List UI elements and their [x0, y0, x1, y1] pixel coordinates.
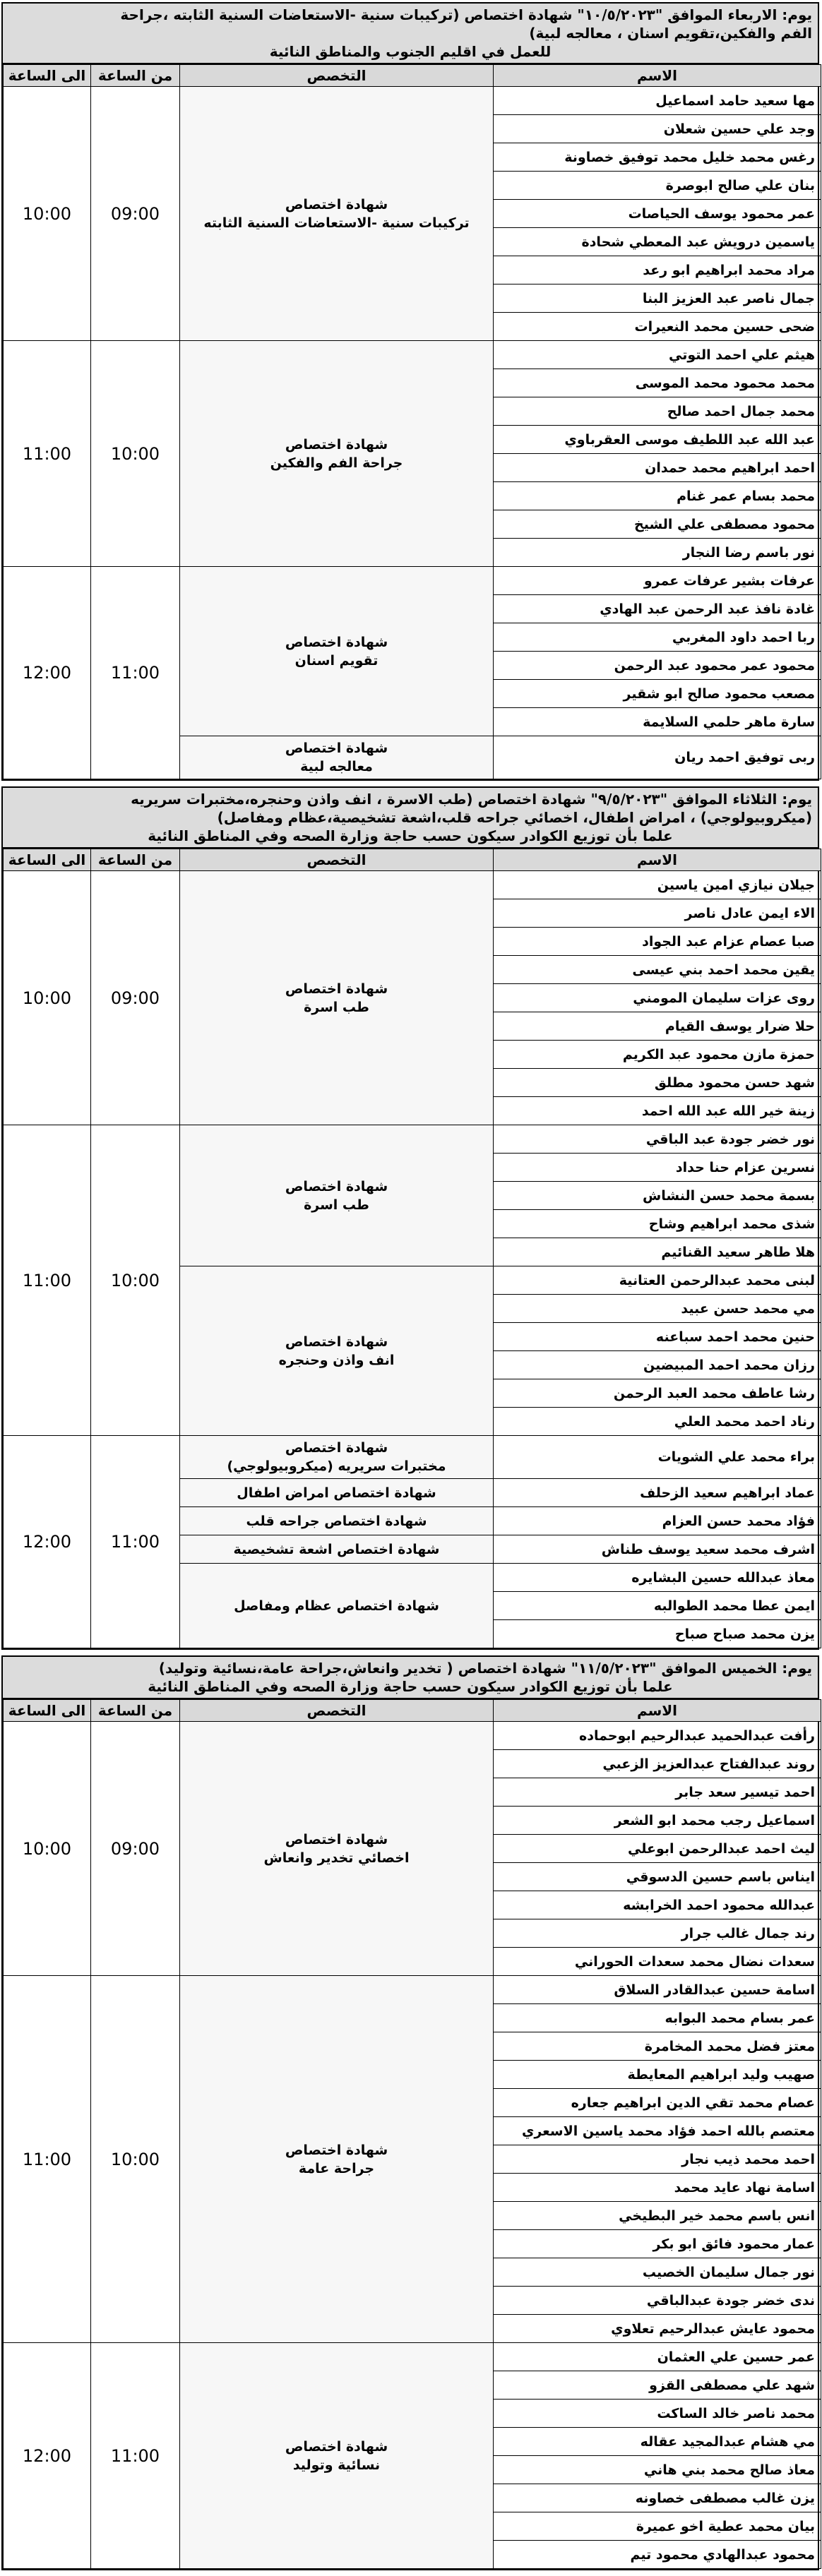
specialty-line: شهادة اختصاص — [285, 436, 388, 453]
specialty-cell — [180, 1436, 494, 1479]
person-name: معتز فضل محمد المخامرة — [494, 2032, 821, 2061]
time-to: 10:00 — [4, 1722, 91, 1976]
specialty-cell — [180, 2343, 494, 2569]
person-name: سعدات نضال محمد سعدات الحوراني — [494, 1948, 821, 1976]
specialty-line: انف واذن وحنجره — [278, 1352, 395, 1368]
specialty-cell — [180, 871, 494, 1125]
specialty-line: شهادة اختصاص — [285, 196, 388, 212]
time-to: 12:00 — [4, 2343, 91, 2569]
column-header-to: الى الساعة — [4, 1700, 91, 1722]
day-header-line: يوم: الاربعاء الموافق "١٠/٥/٢٠٢٣" شهادة اختصاص (تركيبات سنية -الاستعاضات السنية الثابته ،جراحة — [120, 6, 812, 23]
header-row — [4, 65, 821, 87]
day-header-line: علما بأن توزيع الكوادر سيكون حسب حاجة وزارة الصحه وفي المناطق النائية — [148, 827, 673, 844]
time-from: 10:00 — [91, 341, 180, 567]
person-name: معاذ عبدالله حسين البشايره — [494, 1564, 821, 1592]
person-name: نسرين عزام حنا حداد — [494, 1154, 821, 1182]
person-name: مراد محمد ابراهيم ابو رعد — [494, 256, 821, 284]
time-to: 12:00 — [4, 1436, 91, 1648]
time-from: 11:00 — [91, 2343, 180, 2569]
person-name: عمار محمود فائق ابو بكر — [494, 2230, 821, 2258]
specialty-line: شهادة اختصاص — [285, 1178, 388, 1194]
column-header-to: الى الساعة — [4, 849, 91, 871]
header-row — [4, 849, 821, 871]
column-header-specialty: التخصص — [180, 1700, 494, 1722]
day-header — [3, 788, 818, 849]
column-header-name: الاسم — [494, 65, 821, 87]
time-from: 09:00 — [91, 87, 180, 341]
person-name: رند جمال غالب جرار — [494, 1919, 821, 1948]
time-from: 11:00 — [91, 1436, 180, 1648]
specialty-cell — [180, 1535, 494, 1564]
person-name: يزن محمد صباح صباح — [494, 1620, 821, 1648]
person-name: احمد محمد ذيب نجار — [494, 2145, 821, 2174]
person-name: صبا عصام عزام عبد الجواد — [494, 928, 821, 956]
specialty-line: معالجه لبية — [300, 759, 373, 774]
person-name: اشرف محمد سعيد يوسف طناش — [494, 1535, 821, 1564]
column-header-specialty: التخصص — [180, 849, 494, 871]
person-name: مها سعيد حامد اسماعيل — [494, 87, 821, 115]
specialty-cell — [180, 341, 494, 567]
person-name: احمد تيسير سعد جابر — [494, 1778, 821, 1807]
person-name: نور خضر جودة عبد الباقي — [494, 1125, 821, 1154]
person-name: اسامة نهاد عايد محمد — [494, 2174, 821, 2202]
person-name: شهد حسن محمود مطلق — [494, 1069, 821, 1097]
person-name: حنين محمد احمد سباعنه — [494, 1323, 821, 1351]
specialty-line: جراحة الفم والفكين — [270, 455, 403, 471]
person-name: معاذ صالح محمد بني هاني — [494, 2456, 821, 2484]
time-from: 11:00 — [91, 567, 180, 779]
person-name: يزن غالب مصطفى خصاونه — [494, 2484, 821, 2512]
person-name: زينة خير الله عبد الله احمد — [494, 1097, 821, 1125]
person-name: رغس محمد خليل محمد توفيق خصاونة — [494, 143, 821, 172]
person-name: ضحى حسين محمد النعيرات — [494, 313, 821, 341]
specialty-cell — [180, 87, 494, 341]
day-header-line: الفم والفكين،تقويم اسنان ، معالجه لبية) — [529, 25, 812, 42]
specialty-cell — [180, 1564, 494, 1648]
day-header-line: يوم: الخميس الموافق "١١/٥/٢٠٢٣" شهادة اختصاص ( تخدير وانعاش،جراحة عامة،نسائية وتوليد) — [158, 1660, 812, 1677]
day-block — [1, 786, 819, 1650]
specialty-line: شهادة اختصاص — [285, 1831, 388, 1847]
specialty-cell — [180, 736, 494, 779]
specialty-line: شهادة اختصاص — [285, 741, 388, 756]
time-to: 10:00 — [4, 871, 91, 1125]
column-header-from: من الساعة — [91, 849, 180, 871]
person-name: احمد ابراهيم محمد حمدان — [494, 454, 821, 482]
person-name: شذى محمد ابراهيم وشاح — [494, 1210, 821, 1238]
person-name: محمود عايش عبدالرحيم تعلاوي — [494, 2315, 821, 2343]
person-name: عبدالله محمود احمد الخرابشه — [494, 1891, 821, 1919]
specialty-cell — [180, 1479, 494, 1507]
specialty-line: شهادة اختصاص — [285, 634, 388, 650]
table-row — [4, 567, 821, 595]
schedule-document — [1, 2, 819, 2576]
person-name: جيلان نيازي امين ياسين — [494, 871, 821, 899]
column-header-specialty: التخصص — [180, 65, 494, 87]
table-row — [4, 1722, 821, 1750]
table-row — [4, 1976, 821, 2004]
person-name: عمر محمود يوسف الحياصات — [494, 200, 821, 228]
person-name: ياسمين درويش عبد المعطي شحادة — [494, 228, 821, 256]
column-header-name: الاسم — [494, 849, 821, 871]
person-name: عماد ابراهيم سعيد الزحلف — [494, 1479, 821, 1507]
day-header — [3, 1657, 818, 1699]
person-name: محمود عمر محمود عبد الرحمن — [494, 652, 821, 680]
person-name: اسماعيل رجب محمد ابو الشعر — [494, 1807, 821, 1835]
specialty-line: تقويم اسنان — [294, 652, 379, 669]
specialty-line: شهادة اختصاص امراض اطفال — [237, 1485, 436, 1501]
person-name: عرفات بشير عرفات عمرو — [494, 567, 821, 595]
specialty-line: جراحة عامة — [298, 2160, 375, 2176]
specialty-line: شهادة اختصاص اشعة تشخيصية — [233, 1541, 440, 1557]
table-row — [4, 1436, 821, 1479]
specialty-cell — [180, 1125, 494, 1266]
person-name: مي هشام عبدالمجيد عقاله — [494, 2428, 821, 2456]
specialty-line: شهادة اختصاص — [285, 1440, 388, 1456]
person-name: محمد بسام عمر غنام — [494, 482, 821, 510]
person-name: انس باسم محمد خير البطيخي — [494, 2202, 821, 2230]
specialty-line: تركيبات سنية -الاستعاضات السنية الثابته — [203, 215, 470, 231]
day-header-line: للعمل في اقليم الجنوب والمناطق النائية — [269, 43, 552, 60]
time-to: 12:00 — [4, 567, 91, 779]
specialty-cell — [180, 567, 494, 736]
person-name: لبنى محمد عبدالرحمن العتانية — [494, 1266, 821, 1295]
person-name: وجد علي حسين شعلان — [494, 115, 821, 143]
person-name: محمد محمود محمد الموسى — [494, 369, 821, 397]
person-name: ليث احمد عبدالرحمن ابوعلي — [494, 1835, 821, 1863]
person-name: بسمة محمد حسن النشاش — [494, 1182, 821, 1210]
person-name: رزان محمد احمد المبيضين — [494, 1351, 821, 1379]
person-name: اسامة حسين عبدالقادر السلاق — [494, 1976, 821, 2004]
specialty-cell — [180, 1976, 494, 2343]
person-name: محمود مصطفى علي الشيخ — [494, 510, 821, 539]
person-name: عصام محمد تقي الدين ابراهيم جعاره — [494, 2089, 821, 2117]
specialty-line: طب اسرة — [304, 1197, 369, 1213]
person-name: صهيب وليد ابراهيم المعايطة — [494, 2061, 821, 2089]
person-name: عبد الله عبد اللطيف موسى العقرباوي — [494, 426, 821, 454]
person-name: يقين محمد احمد بني عيسى — [494, 956, 821, 984]
person-name: رشا عاطف محمد العبد الرحمن — [494, 1379, 821, 1408]
day-header-line: (ميكروبيولوجي) ، امراض اطفال، اخصائي جراحه قلب،اشعة تشخيصية،عظام ومفاصل) — [217, 809, 812, 826]
time-to: 11:00 — [4, 1125, 91, 1436]
specialty-line: شهادة اختصاص — [285, 2142, 388, 2158]
person-name: مي محمد حسن عبيد — [494, 1295, 821, 1323]
specialty-cell — [180, 1722, 494, 1976]
schedule-table — [3, 1699, 821, 2569]
person-name: سارة ماهر حلمي السلايمة — [494, 708, 821, 736]
person-name: روند عبدالفتاح عبدالعزيز الزعبي — [494, 1750, 821, 1778]
specialty-line: شهادة اختصاص — [285, 2438, 388, 2455]
person-name: نور باسم رضا النجار — [494, 539, 821, 567]
person-name: هيثم علي احمد التوتي — [494, 341, 821, 369]
person-name: ايناس باسم حسين الدسوقي — [494, 1863, 821, 1891]
person-name: حلا ضرار يوسف القيام — [494, 1012, 821, 1041]
day-header-line: علما بأن توزيع الكوادر سيكون حسب حاجة وزارة الصحه وفي المناطق النائية — [148, 1678, 673, 1695]
table-row — [4, 341, 821, 369]
header-row — [4, 1700, 821, 1722]
person-name: بنان علي صالح ابوصرة — [494, 172, 821, 200]
time-from: 09:00 — [91, 1722, 180, 1976]
person-name: معتصم بالله احمد فؤاد محمد ياسين الاسعري — [494, 2117, 821, 2145]
person-name: ندى خضر جودة عبدالباقي — [494, 2287, 821, 2315]
table-row — [4, 871, 821, 899]
specialty-line: شهادة اختصاص جراحه قلب — [246, 1513, 427, 1529]
column-header-to: الى الساعة — [4, 65, 91, 87]
person-name: محمد جمال احمد صالح — [494, 397, 821, 426]
specialty-line: نسائية وتوليد — [292, 2457, 381, 2473]
day-block — [1, 1655, 819, 2570]
time-from: 09:00 — [91, 871, 180, 1125]
time-from: 10:00 — [91, 1125, 180, 1436]
specialty-line: مختبرات سريريه (ميكروبيولوجي) — [227, 1458, 446, 1474]
time-to: 11:00 — [4, 1976, 91, 2343]
person-name: براء محمد علي الشويات — [494, 1436, 821, 1479]
person-name: محمود عبدالهادي محمود تيم — [494, 2541, 821, 2569]
person-name: فؤاد محمد حسن العزام — [494, 1507, 821, 1535]
table-row — [4, 2343, 821, 2371]
person-name: بيان محمد عطية اخو عميرة — [494, 2512, 821, 2541]
specialty-line: طب اسرة — [304, 999, 369, 1015]
day-block — [1, 2, 819, 781]
specialty-line: اخصائي تخدير وانعاش — [263, 1850, 410, 1866]
specialty-line: شهادة اختصاص — [285, 981, 388, 997]
person-name: الاء ايمن عادل ناصر — [494, 899, 821, 928]
person-name: عمر حسين علي العثمان — [494, 2343, 821, 2371]
person-name: مصعب محمود صالح ابو شقير — [494, 680, 821, 708]
person-name: حمزة مازن محمود عبد الكريم — [494, 1041, 821, 1069]
schedule-table — [3, 849, 821, 1648]
time-to: 10:00 — [4, 87, 91, 341]
day-header — [3, 4, 818, 64]
schedule-table — [3, 64, 821, 779]
person-name: محمد ناصر خالد الساكت — [494, 2400, 821, 2428]
time-to: 11:00 — [4, 341, 91, 567]
column-header-from: من الساعة — [91, 1700, 180, 1722]
person-name: رناد احمد محمد العلي — [494, 1408, 821, 1436]
person-name: ايمن عطا محمد الطوالبه — [494, 1592, 821, 1620]
person-name: جمال ناصر عبد العزيز البنا — [494, 284, 821, 313]
table-row — [4, 87, 821, 115]
person-name: ربى توفيق احمد ريان — [494, 736, 821, 779]
person-name: نور جمال سليمان الخصيب — [494, 2258, 821, 2287]
specialty-line: شهادة اختصاص — [285, 1334, 388, 1350]
person-name: رأفت عبدالحميد عبدالرحيم ابوحماده — [494, 1722, 821, 1750]
person-name: روى عزات سليمان المومني — [494, 984, 821, 1012]
person-name: شهد علي مصطفى القزو — [494, 2371, 821, 2400]
specialty-cell — [180, 1507, 494, 1535]
person-name: هلا طاهر سعيد القنائيم — [494, 1238, 821, 1266]
time-from: 10:00 — [91, 1976, 180, 2343]
column-header-name: الاسم — [494, 1700, 821, 1722]
day-header-line: يوم: الثلاثاء الموافق "٩/٥/٢٠٢٣" شهادة اختصاص (طب الاسرة ، انف واذن وحنجره،مختبرات سريريه — [131, 791, 812, 808]
person-name: عمر بسام محمد البوابه — [494, 2004, 821, 2032]
person-name: ربا احمد داود المغربي — [494, 623, 821, 652]
specialty-line: شهادة اختصاص عظام ومفاصل — [234, 1598, 439, 1614]
column-header-from: من الساعة — [91, 65, 180, 87]
person-name: غادة نافذ عبد الرحمن عبد الهادي — [494, 595, 821, 623]
specialty-cell — [180, 1266, 494, 1436]
table-row — [4, 1125, 821, 1154]
